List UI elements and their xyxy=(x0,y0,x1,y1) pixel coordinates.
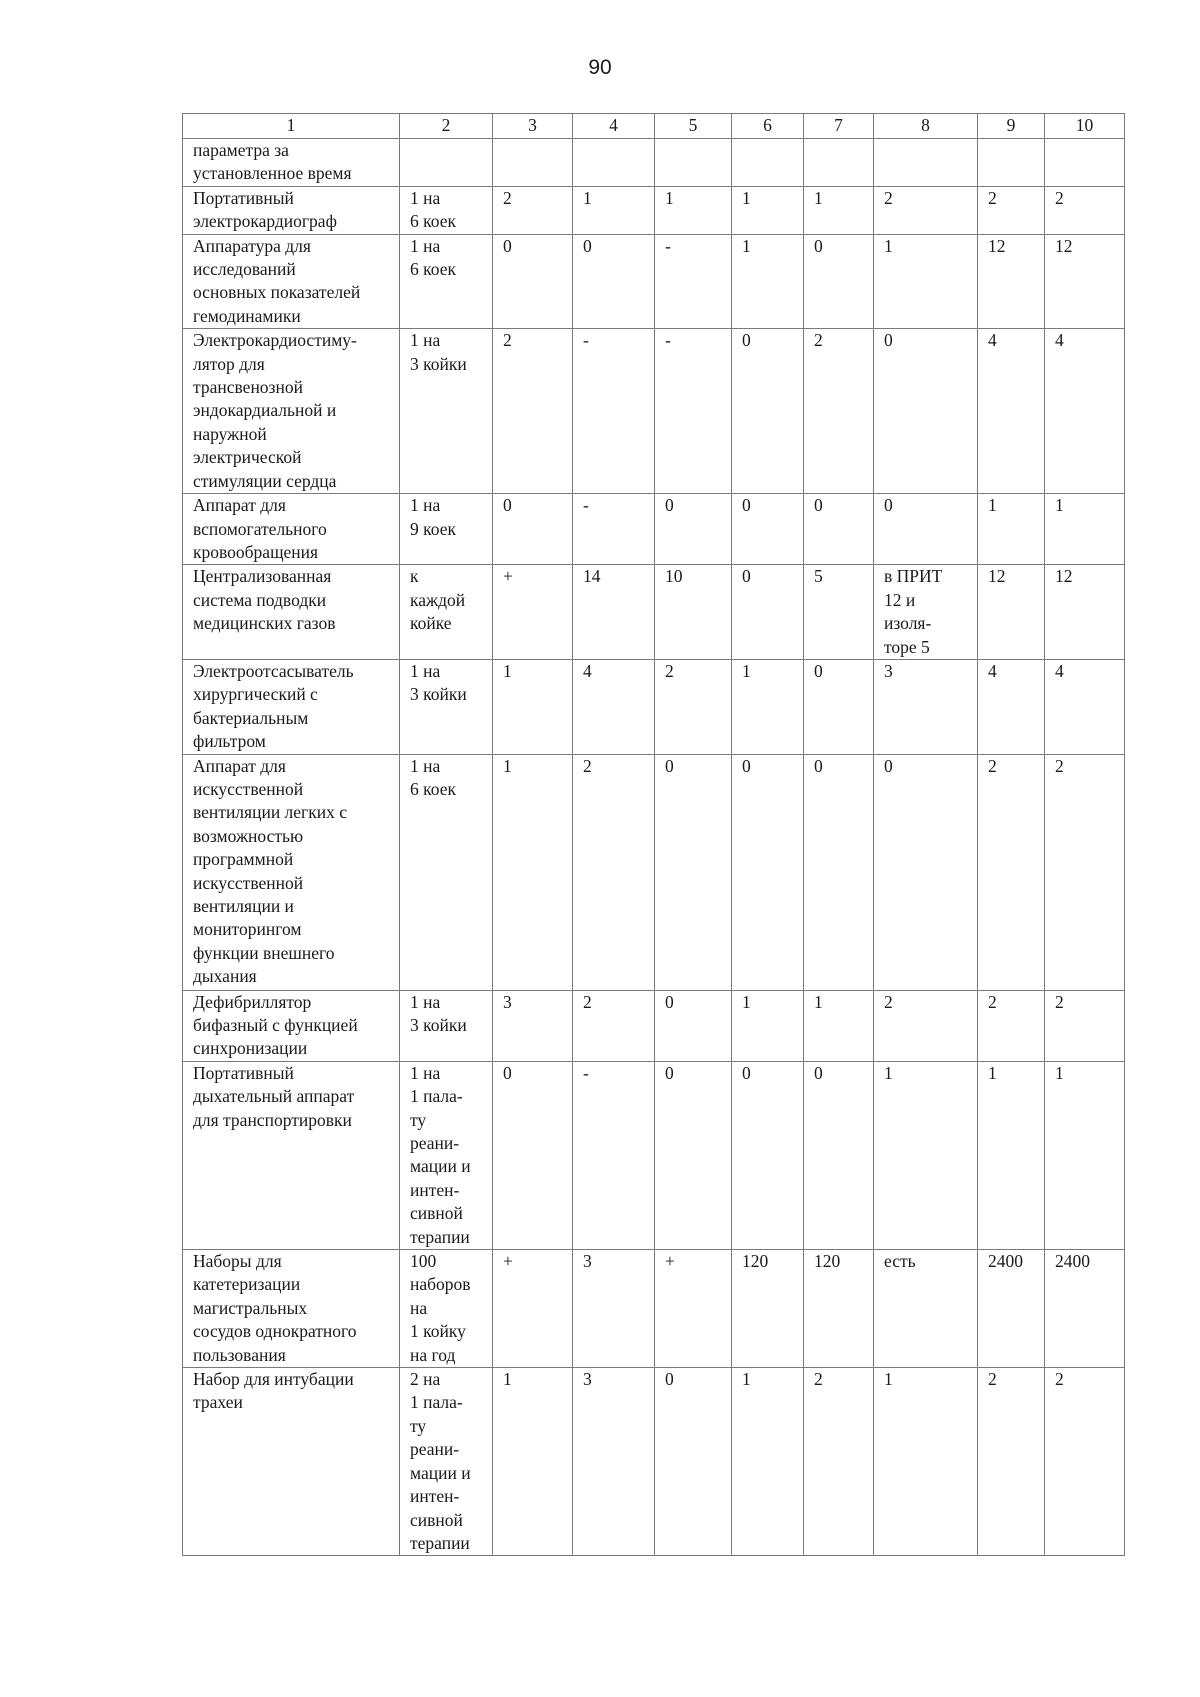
table-cell: 2 xyxy=(804,1368,874,1556)
table-cell: 1 xyxy=(573,186,655,234)
table-cell: 3 xyxy=(874,659,978,754)
equipment-name-cell: Дефибриллятор бифазный с функцией синхронизации xyxy=(183,990,400,1061)
table-cell xyxy=(573,139,655,187)
table-cell: 120 xyxy=(804,1250,874,1368)
table-cell xyxy=(655,139,732,187)
equipment-name-cell: Электроотсасыватель хирургический с бактериальным фильтром xyxy=(183,659,400,754)
table-cell: 1 xyxy=(874,1061,978,1249)
column-header: 3 xyxy=(493,114,573,139)
equipment-name-cell: Электрокардиостиму- лятор для трансвенозной эндокардиальной и наружной электрической стимуляции сердца xyxy=(183,329,400,494)
table-cell: 0 xyxy=(804,234,874,329)
table-row xyxy=(183,1368,1125,1556)
table-cell: 1 xyxy=(874,1368,978,1556)
table-cell: 0 xyxy=(732,754,804,990)
table-cell xyxy=(400,139,493,187)
table-cell: 2 xyxy=(978,1368,1045,1556)
table-row xyxy=(183,329,1125,494)
table-cell: 12 xyxy=(978,234,1045,329)
table-cell: 4 xyxy=(978,329,1045,494)
table-cell: 0 xyxy=(655,1061,732,1249)
column-header: 6 xyxy=(732,114,804,139)
table-cell: 1 xyxy=(732,659,804,754)
table-cell: 3 xyxy=(573,1368,655,1556)
table-cell: 2 xyxy=(493,186,573,234)
table-cell: - xyxy=(573,494,655,565)
table-cell: 1 xyxy=(1045,494,1125,565)
table-cell: 2400 xyxy=(978,1250,1045,1368)
table-row xyxy=(183,1250,1125,1368)
table-cell: 0 xyxy=(655,754,732,990)
table-cell: 4 xyxy=(978,659,1045,754)
table-cell: 0 xyxy=(655,990,732,1061)
table-cell: 0 xyxy=(493,494,573,565)
table-cell: 0 xyxy=(732,1061,804,1249)
table-cell: 2 xyxy=(874,990,978,1061)
table-cell: - xyxy=(655,234,732,329)
table-row xyxy=(183,234,1125,329)
table-cell: 1 xyxy=(804,186,874,234)
column-header: 9 xyxy=(978,114,1045,139)
equipment-name-cell: Портативный дыхательный аппарат для транспортировки xyxy=(183,1061,400,1249)
table-cell: 2 xyxy=(1045,186,1125,234)
table-row xyxy=(183,186,1125,234)
equipment-name-cell: Наборы для катетеризации магистральных сосудов однократного пользования xyxy=(183,1250,400,1368)
table-cell: 0 xyxy=(804,754,874,990)
equipment-name-cell: Аппарат для вспомогательного кровообращения xyxy=(183,494,400,565)
table-cell: 4 xyxy=(1045,659,1125,754)
table-cell: 3 xyxy=(573,1250,655,1368)
table-cell: - xyxy=(573,1061,655,1249)
table-cell: 0 xyxy=(493,1061,573,1249)
table-cell: к каждой койке xyxy=(400,565,493,660)
table-cell: 10 xyxy=(655,565,732,660)
equipment-table xyxy=(182,113,1125,1556)
table-cell: 1 на 6 коек xyxy=(400,186,493,234)
table-cell: 1 xyxy=(1045,1061,1125,1249)
table-cell: 3 xyxy=(493,990,573,1061)
equipment-name-cell: Набор для интубации трахеи xyxy=(183,1368,400,1556)
table-cell: 2 xyxy=(1045,1368,1125,1556)
table-cell xyxy=(804,139,874,187)
table-cell: 5 xyxy=(804,565,874,660)
table-cell: 1 xyxy=(804,990,874,1061)
table-header xyxy=(183,114,1125,139)
table-row xyxy=(183,1061,1125,1249)
table-cell: 1 xyxy=(493,1368,573,1556)
table-cell: 0 xyxy=(804,494,874,565)
table-cell: 1 на 1 пала- ту реани- мации и интен- сивной терапии xyxy=(400,1061,493,1249)
table-cell: 2 xyxy=(573,754,655,990)
table-cell: 0 xyxy=(655,1368,732,1556)
equipment-name-cell: Аппарат для искусственной вентиляции легких с возможностью программной искусственной вентиляции и мониторингом функции внешнего дыхания xyxy=(183,754,400,990)
table-cell: 1 xyxy=(732,234,804,329)
table-row xyxy=(183,990,1125,1061)
header-row xyxy=(183,114,1125,139)
table-cell xyxy=(1045,139,1125,187)
equipment-name-cell: Портативный электрокардиограф xyxy=(183,186,400,234)
table-cell: 1 xyxy=(732,1368,804,1556)
table-cell: 0 xyxy=(732,565,804,660)
table-row xyxy=(183,139,1125,187)
table-cell: 1 на 6 коек xyxy=(400,754,493,990)
table-cell: + xyxy=(655,1250,732,1368)
table-cell: 1 xyxy=(978,494,1045,565)
column-header: 2 xyxy=(400,114,493,139)
table-cell: - xyxy=(655,329,732,494)
table-row xyxy=(183,494,1125,565)
equipment-name-cell: Аппаратура для исследований основных показателей гемодинамики xyxy=(183,234,400,329)
table-cell: 1 на 3 койки xyxy=(400,329,493,494)
table-cell xyxy=(493,139,573,187)
table-cell: 12 xyxy=(1045,565,1125,660)
table-cell: 1 на 3 койки xyxy=(400,659,493,754)
table-cell: 2 xyxy=(874,186,978,234)
table-cell: + xyxy=(493,565,573,660)
table-cell xyxy=(874,139,978,187)
table-cell: 0 xyxy=(573,234,655,329)
table-cell: 2400 xyxy=(1045,1250,1125,1368)
column-header: 4 xyxy=(573,114,655,139)
column-header: 10 xyxy=(1045,114,1125,139)
table-cell: 2 xyxy=(573,990,655,1061)
column-header: 8 xyxy=(874,114,978,139)
table-cell: 1 на 6 коек xyxy=(400,234,493,329)
table-cell: 100 наборов на 1 койку на год xyxy=(400,1250,493,1368)
page-number: 90 xyxy=(588,56,612,79)
column-header: 7 xyxy=(804,114,874,139)
table-cell: 1 на 3 койки xyxy=(400,990,493,1061)
table-cell xyxy=(732,139,804,187)
table-cell: 1 xyxy=(655,186,732,234)
table-cell: 1 на 9 коек xyxy=(400,494,493,565)
table-cell: 2 xyxy=(1045,990,1125,1061)
table-cell: 0 xyxy=(804,1061,874,1249)
table-row xyxy=(183,754,1125,990)
table-cell: 14 xyxy=(573,565,655,660)
table-cell: в ПРИТ 12 и изоля- торе 5 xyxy=(874,565,978,660)
table-cell: 1 xyxy=(732,990,804,1061)
table-cell: есть xyxy=(874,1250,978,1368)
table-cell: 4 xyxy=(573,659,655,754)
table-cell: 12 xyxy=(978,565,1045,660)
table-cell: 1 xyxy=(493,659,573,754)
table-cell: 12 xyxy=(1045,234,1125,329)
table-cell: 0 xyxy=(874,494,978,565)
table-row xyxy=(183,659,1125,754)
table-cell: 0 xyxy=(874,754,978,990)
table-cell: 1 xyxy=(493,754,573,990)
table-cell: 2 xyxy=(978,754,1045,990)
table-cell: 2 xyxy=(978,990,1045,1061)
table-cell xyxy=(978,139,1045,187)
table-cell: 120 xyxy=(732,1250,804,1368)
table-cell: 0 xyxy=(732,329,804,494)
table-cell: 1 xyxy=(874,234,978,329)
table-row xyxy=(183,565,1125,660)
table-cell: 2 на 1 пала- ту реани- мации и интен- сивной терапии xyxy=(400,1368,493,1556)
table-body xyxy=(183,139,1125,1556)
table-cell: 0 xyxy=(732,494,804,565)
equipment-name-cell: Централизованная система подводки медицинских газов xyxy=(183,565,400,660)
table-cell: 2 xyxy=(493,329,573,494)
table-cell: 1 xyxy=(978,1061,1045,1249)
table-cell: 0 xyxy=(655,494,732,565)
column-header: 5 xyxy=(655,114,732,139)
table-cell: 2 xyxy=(655,659,732,754)
table-cell: 0 xyxy=(493,234,573,329)
table-cell: + xyxy=(493,1250,573,1368)
table-cell: 4 xyxy=(1045,329,1125,494)
table-cell: 0 xyxy=(804,659,874,754)
equipment-name-cell: параметра за установленное время xyxy=(183,139,400,187)
table-cell: 0 xyxy=(874,329,978,494)
table-cell: 2 xyxy=(804,329,874,494)
table-cell: - xyxy=(573,329,655,494)
table-cell: 2 xyxy=(978,186,1045,234)
table-cell: 2 xyxy=(1045,754,1125,990)
table-cell: 1 xyxy=(732,186,804,234)
column-header: 1 xyxy=(183,114,400,139)
